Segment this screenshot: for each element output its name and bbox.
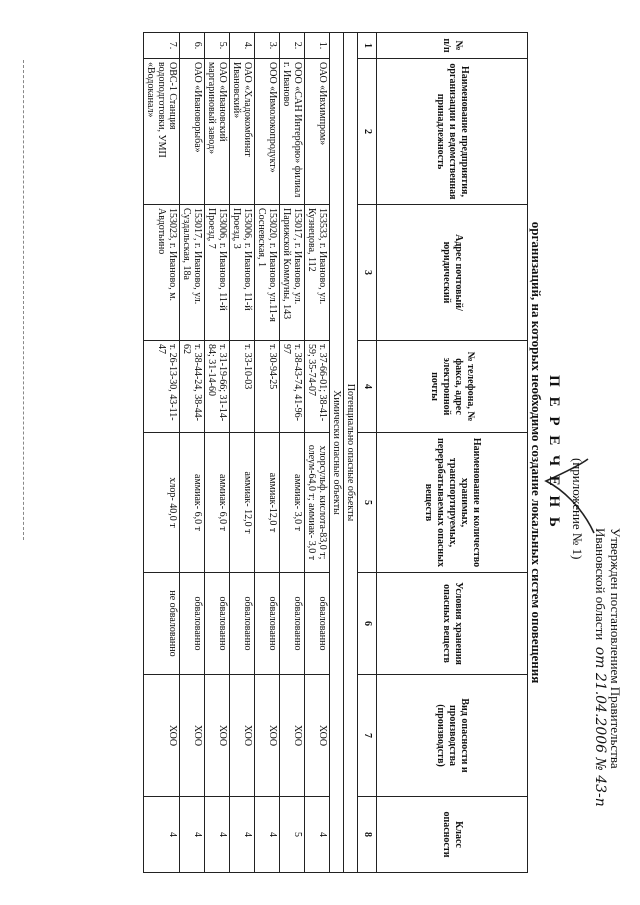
approval-line-1: Утвержден постановлением Правительства [608,528,623,769]
section-title: Потенциально опасные объекты [344,33,358,873]
hazard-type: ХОО [280,675,305,797]
hazardous-substances: аммиак- 12,0 т [230,433,255,573]
storage-conditions: обвалованно [305,573,330,675]
column-header-storage: Условия хранения опасных веществ [377,573,528,675]
postal-address: 153017, г. Иваново, ул. Суздальская, 18а [180,205,205,341]
hazardous-substances: хлорсульф. кислота-83,0 т; олеум-64,0 т; аммиак- 3,0 т [305,433,330,573]
column-number: 7 [358,675,377,797]
table-row [280,33,305,873]
row-number: 5. [205,33,230,59]
storage-conditions: обвалованно [280,573,305,675]
organization-name: ООО «САН Интербрю» филиал г. Иваново [280,59,305,205]
section-title: Химически опасные объекты [330,33,344,873]
phone-numbers: т. 31-19-66; 31-14-84; 31-14-60 [205,341,230,433]
storage-conditions: обвалованно [205,573,230,675]
phone-numbers: т. 26-13-30, 43-11-47 [144,341,180,433]
row-number: 7. [144,33,180,59]
section-row [330,33,344,873]
hazardous-substances: аммиак- 6,0 т [180,433,205,573]
approval-line-2 [592,528,608,807]
hazard-class: 4 [305,797,330,873]
postal-address: 153017, г. Иваново, ул. Парижской Коммуны, 143 [280,205,305,341]
hazardous-substances: аммиак-12,0 т [255,433,280,573]
hazard-class: 5 [280,797,305,873]
postal-address: 153023, г. Иваново, м. Авдотьино [144,205,180,341]
hazard-class: 4 [180,797,205,873]
postal-address: 153533, г. Иваново, ул. Кузнецова, 112 [305,205,330,341]
hazard-type: ХОО [180,675,205,797]
phone-numbers: т. 38-43-74, 41-96-97 [280,341,305,433]
phone-numbers: т. 38-44-24, 38-44-62 [180,341,205,433]
table-header-row [377,33,528,873]
organization-name: ОАО «Ивхимпром» [305,59,330,205]
column-number: 2 [358,59,377,205]
column-number: 3 [358,205,377,341]
column-header-class: Класс опасности [377,797,528,873]
column-header-substances: Наименование и количество хранимых, транспортируемых, перерабатываемых опасных веществ [377,433,528,573]
storage-conditions: обвалованно [230,573,255,675]
storage-conditions: не обвалованно [144,573,180,675]
hazardous-substances: хлор- 40,0 т [144,433,180,573]
column-number: 1 [358,33,377,59]
phone-numbers: т. 30-94-25 [255,341,280,433]
organization-name: ОАО «Ивановорыба» [180,59,205,205]
table-row [205,33,230,873]
organization-name: ОВС-1 Станция водоподготовки, УМП «Водоканал» [144,59,180,205]
hazard-type: ХОО [144,675,180,797]
column-number: 4 [358,341,377,433]
hazard-class: 4 [230,797,255,873]
document-title: П Е Р Е Ч Е Н Ь [546,375,562,530]
phone-numbers: т. 33-10-03 [230,341,255,433]
organization-name: ООО «Ивмолокопродукт» [255,59,280,205]
storage-conditions: обвалованно [255,573,280,675]
hazardous-objects-table [143,32,528,873]
hazard-class: 4 [144,797,180,873]
footer-divider [23,60,24,540]
column-header-hazard: Вид опасности и производства (производств) [377,675,528,797]
document-subtitle: организаций, на которых необходимо создание локальных систем оповещения [529,221,544,684]
table-row [230,33,255,873]
column-header-address: Адрес почтовый/ юридический [377,205,528,341]
table-row [144,33,180,873]
hazard-class: 4 [205,797,230,873]
hazard-class: 4 [255,797,280,873]
organization-name: ОАО «Хладокомбинат Ивановский» [230,59,255,205]
postal-address: 153006, г. Иваново, 11-й Проезд, 3 [230,205,255,341]
hazard-type: ХОО [205,675,230,797]
column-header-phone: № телефона, № факса, адрес электронной почты [377,341,528,433]
postal-address: 153006, г. Иваново, 11-й Проезд, 7 [205,205,230,341]
row-number: 1. [305,33,330,59]
column-number: 5 [358,433,377,573]
organization-name: ОАО «Ивановский маргариновый завод» [205,59,230,205]
appendix-label: (приложение № 1) [570,458,585,560]
row-number: 3. [255,33,280,59]
section-row [344,33,358,873]
hazardous-substances: аммиак- 6,0 т [205,433,230,573]
table-row [255,33,280,873]
storage-conditions: обвалованно [180,573,205,675]
phone-numbers: т. 37-66-01; 38-41-59; 35-74-07 [305,341,330,433]
column-number: 6 [358,573,377,675]
column-number-row [358,33,377,873]
column-header-name: Наименование предприятия, организации и ведомственная принадлежность [377,59,528,205]
row-number: 6. [180,33,205,59]
table-row [305,33,330,873]
row-number: 2. [280,33,305,59]
hazard-type: ХОО [255,675,280,797]
hazard-type: ХОО [230,675,255,797]
hazardous-substances: аммиак- 3,0 т [280,433,305,573]
approval-handwritten-date: от 21.04.2006 № 43-п [592,646,608,807]
hazard-type: ХОО [305,675,330,797]
table-row [180,33,205,873]
postal-address: 153020, г. Иваново, ул.11-я Сосневская, 1 [255,205,280,341]
column-number: 8 [358,797,377,873]
row-number: 4. [230,33,255,59]
column-header-number: № п/п [377,33,528,59]
approval-region: Ивановской области [593,528,608,641]
